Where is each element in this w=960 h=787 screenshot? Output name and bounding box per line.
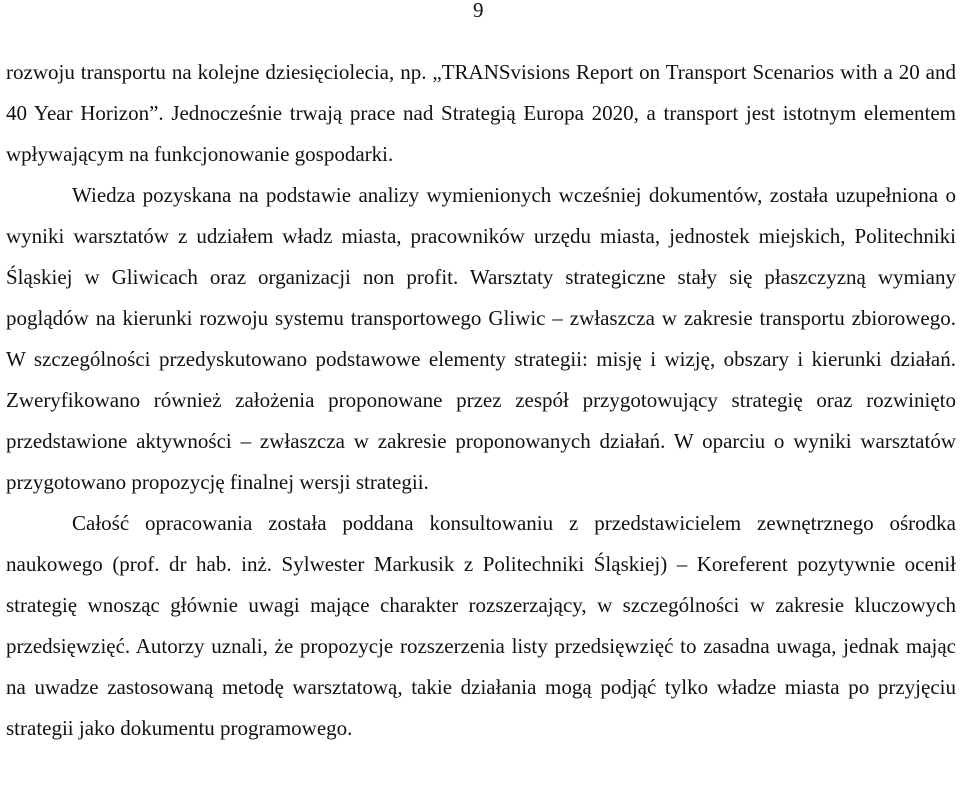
paragraph-workshops: Wiedza pozyskana na podstawie analizy wymienionych wcześniej dokumentów, została uzupełniona o wyniki warsztatów z udziałem władz miasta, pracowników urzędu miasta, jednostek miejskich, Politechniki Śląskiej w Gliwicach oraz organizacji non profit. Warsztaty strategiczne stały się płaszczyzną wymiany poglądów na kierunki rozwoju systemu transportowego Gliwic – zwłaszcza w zakresie transportu zbiorowego. W szczególności przedyskutowano podstawowe elementy strategii: misję i wizję, obszary i kierunki działań. Zweryfikowano również założenia proponowane przez zespół przygotowujący strategię oraz rozwinięto przedstawione aktywności – zwłaszcza w zakresie proponowanych działań. W oparciu o wyniki warsztatów przygotowano propozycję finalnej wersji strategii.: [6, 183, 956, 494]
page-number: 9: [473, 0, 484, 22]
document-body: [6, 52, 956, 749]
paragraph-consultation: Całość opracowania została poddana konsultowaniu z przedstawicielem zewnętrznego ośrodka naukowego (prof. dr hab. inż. Sylwester Markusik z Politechniki Śląskiej) – Koreferent pozytywnie ocenił strategię wnosząc głównie uwagi mające charakter rozszerzający, w szczególności w zakresie kluczowych przedsięwzięć. Autorzy uznali, że propozycje rozszerzenia listy przedsięwzięć to zasadna uwaga, jednak mając na uwadze zastosowaną metodę warsztatową, takie działania mogą podjąć tylko władze miasta po przyjęciu strategii jako dokumentu programowego.: [6, 511, 956, 740]
paragraph-continuation: rozwoju transportu na kolejne dziesięciolecia, np. „TRANSvisions Report on Transport Scenarios with a 20 and 40 Year Horizon”. Jednocześnie trwają prace nad Strategią Europa 2020, a transport jest istotnym elementem wpływającym na funkcjonowanie gospodarki.: [6, 60, 956, 166]
